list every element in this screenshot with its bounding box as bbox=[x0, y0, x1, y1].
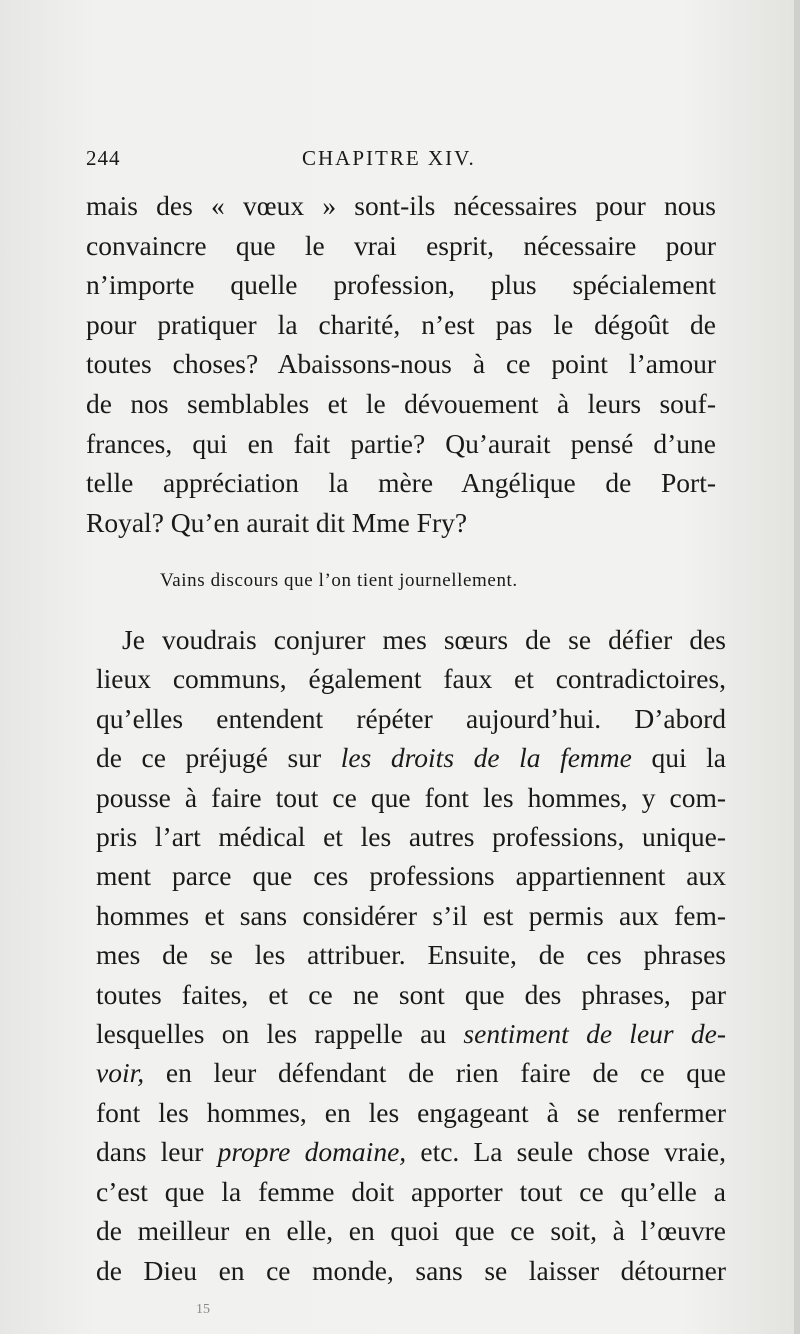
text-line: de Dieu en ce monde, sans se laisser détourner bbox=[96, 1254, 726, 1286]
running-header bbox=[86, 146, 716, 176]
emphasis-text: les droits de la femme bbox=[340, 742, 632, 774]
text-line: c’est que la femme doit apporter tout ce qu’elle a bbox=[96, 1175, 726, 1207]
text-line: hommes et sans considérer s’il est permis aux fem- bbox=[96, 899, 726, 931]
text-line: n’importe quelle profession, plus spécialement bbox=[86, 269, 716, 301]
text-line: ment parce que ces professions appartiennent aux bbox=[96, 860, 726, 892]
emphasis-text: voir, bbox=[96, 1057, 145, 1089]
text-segment: en leur défendant de rien faire de ce que bbox=[165, 1057, 726, 1089]
text-line: mais des « vœux » sont-ils nécessaires pour nous bbox=[86, 190, 716, 221]
text-segment: dans leur bbox=[96, 1136, 204, 1168]
text-line: toutes choses? Abaissons-nous à ce point l’amour bbox=[86, 348, 716, 380]
text-segment: de ce préjugé sur bbox=[96, 742, 322, 774]
text-line: lieux communs, également faux et contradictoires, bbox=[96, 663, 726, 695]
text-line bbox=[96, 1132, 726, 1171]
emphasis-text: sentiment de leur de- bbox=[463, 1018, 726, 1050]
text-line: font les hommes, en les engageant à se renfermer bbox=[96, 1096, 726, 1128]
paragraph-2 bbox=[96, 620, 726, 1290]
text-segment: etc. La seule chose vraie, bbox=[420, 1136, 727, 1168]
emphasis-text: propre domaine, bbox=[217, 1136, 407, 1168]
text-line: frances, qui en fait partie? Qu’aurait pensé d’une bbox=[86, 427, 716, 459]
section-caption: Vains discours que l’on tient journellement. bbox=[160, 570, 518, 591]
page-edge bbox=[794, 0, 800, 1334]
signature-mark: 15 bbox=[196, 1302, 210, 1317]
text-line: pousse à faire tout ce que font les hommes, y com- bbox=[96, 781, 726, 813]
text-line: telle appréciation la mère Angélique de Port- bbox=[86, 467, 716, 499]
text-line: Royal? Qu’en aurait dit Mme Fry? bbox=[86, 506, 468, 538]
page-number: 244 bbox=[86, 146, 121, 170]
text-line bbox=[96, 738, 726, 777]
text-line: mes de se les attribuer. Ensuite, de ces phrases bbox=[96, 939, 726, 971]
text-line bbox=[96, 1053, 726, 1092]
chapter-title: CHAPITRE XIV. bbox=[302, 146, 476, 170]
paragraph-1 bbox=[86, 186, 716, 542]
text-line bbox=[96, 1014, 726, 1053]
text-segment: lesquelles on les rappelle au bbox=[96, 1018, 447, 1050]
text-line: pris l’art médical et les autres professions, unique- bbox=[96, 821, 726, 853]
text-line: toutes faites, et ce ne sont que des phrases, par bbox=[96, 978, 726, 1010]
text-line: de nos semblables et le dévouement à leurs souf- bbox=[86, 387, 716, 419]
text-segment: qui la bbox=[651, 742, 726, 774]
text-line: pour pratiquer la charité, n’est pas le dégoût de bbox=[86, 308, 716, 340]
text-line: de meilleur en elle, en quoi que ce soit, à l’œuvre bbox=[96, 1215, 726, 1247]
text-line: qu’elles entendent répéter aujourd’hui. D’abord bbox=[96, 702, 726, 734]
text-line: convaincre que le vrai esprit, nécessaire pour bbox=[86, 229, 716, 261]
text-line: Je voudrais conjurer mes sœurs de se défier des bbox=[122, 624, 726, 655]
